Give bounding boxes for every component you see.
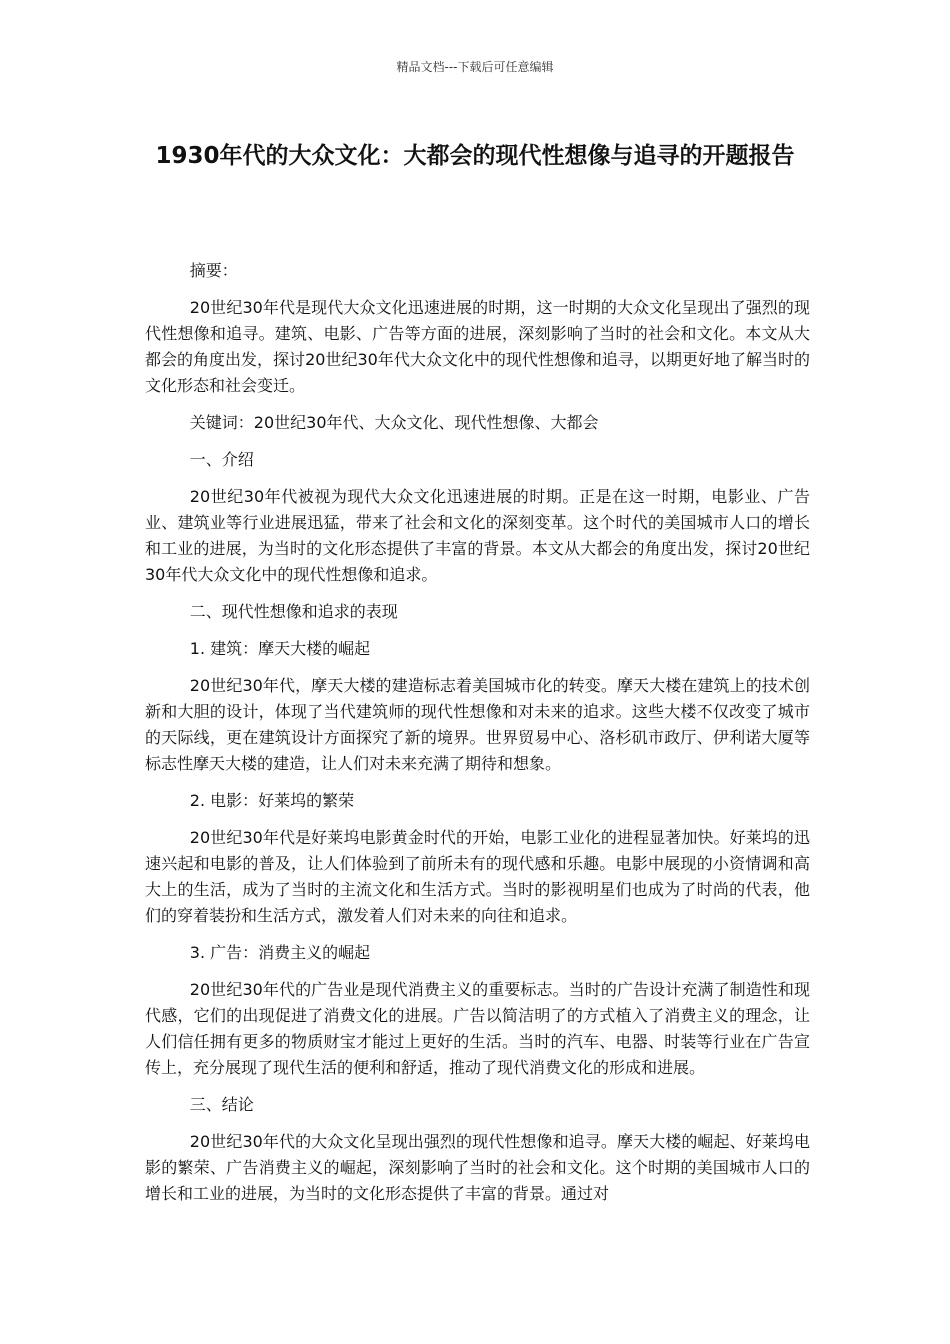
conclusion-paragraph: 20世纪30年代的大众文化呈现出强烈的现代性想像和追寻。摩天大楼的崛起、好莱坞电影的繁荣、广告消费主义的崛起，深刻影响了当时的社会和文化。这个时期的美国城市人口的增长和工业的进展，为当时的文化形态提供了丰富的背景。通过对 (145, 1132, 810, 1203)
subheading-film: 2. 电影：好莱坞的繁荣 (189, 791, 355, 810)
subheading-architecture: 1. 建筑：摩天大楼的崛起 (189, 639, 371, 658)
film-paragraph: 20世纪30年代是好莱坞电影黄金时代的开始，电影工业化的进程显著加快。好莱坞的迅速兴起和电影的普及，让人们体验到了前所未有的现代感和乐趣。电影中展现的小资情调和高大上的生活，成为了当时的主流文化和生活方式。当时的影视明星们也成为了时尚的代表，他们的穿着装扮和生活方式，激发着人们对未来的向往和追求。 (145, 828, 810, 925)
section-heading-introduction: 一、介绍 (189, 450, 254, 469)
section-heading-manifestations: 二、现代性想像和追求的表现 (189, 602, 398, 621)
document-body (145, 258, 810, 1218)
keywords-paragraph: 关键词：20世纪30年代、大众文化、现代性想像、大都会 (189, 413, 599, 432)
header-note: 精品文档---下载后可任意编辑 (396, 60, 554, 74)
abstract-label: 摘要： (189, 261, 238, 280)
abstract-paragraph: 20世纪30年代是现代大众文化迅速进展的时期，这一时期的大众文化呈现出了强烈的现代性想像和追寻。建筑、电影、广告等方面的进展，深刻影响了当时的社会和文化。本文从大都会的角度出发，探讨20世纪30年代大众文化中的现代性想像和追寻，以期更好地了解当时的文化形态和社会变迁。 (145, 298, 810, 395)
document-title: 1930年代的大众文化：大都会的现代性想像与追寻的开题报告 (155, 143, 795, 169)
subheading-advertising: 3. 广告：消费主义的崛起 (189, 943, 371, 962)
architecture-paragraph: 20世纪30年代，摩天大楼的建造标志着美国城市化的转变。摩天大楼在建筑上的技术创新和大胆的设计，体现了当代建筑师的现代性想像和对未来的追求。这些大楼不仅改变了城市的天际线，更在建筑设计方面探究了新的境界。世界贸易中心、洛杉矶市政厅、伊利诺大厦等标志性摩天大楼的建造，让人们对未来充满了期待和想象。 (145, 676, 810, 773)
introduction-paragraph: 20世纪30年代被视为现代大众文化迅速进展的时期。正是在这一时期，电影业、广告业、建筑业等行业进展迅猛，带来了社会和文化的深刻变革。这个时代的美国城市人口的增长和工业的进展，为当时的文化形态提供了丰富的背景。本文从大都会的角度出发，探讨20世纪30年代大众文化中的现代性想像和追求。 (145, 487, 810, 584)
advertising-paragraph: 20世纪30年代的广告业是现代消费主义的重要标志。当时的广告设计充满了制造性和现代感，它们的出现促进了消费文化的进展。广告以简洁明了的方式植入了消费主义的理念，让人们信任拥有更多的物质财宝才能过上更好的生活。当时的汽车、电器、时装等行业在广告宣传上，充分展现了现代生活的便利和舒适，推动了现代消费文化的形成和进展。 (145, 980, 810, 1077)
section-heading-conclusion: 三、结论 (189, 1095, 254, 1114)
